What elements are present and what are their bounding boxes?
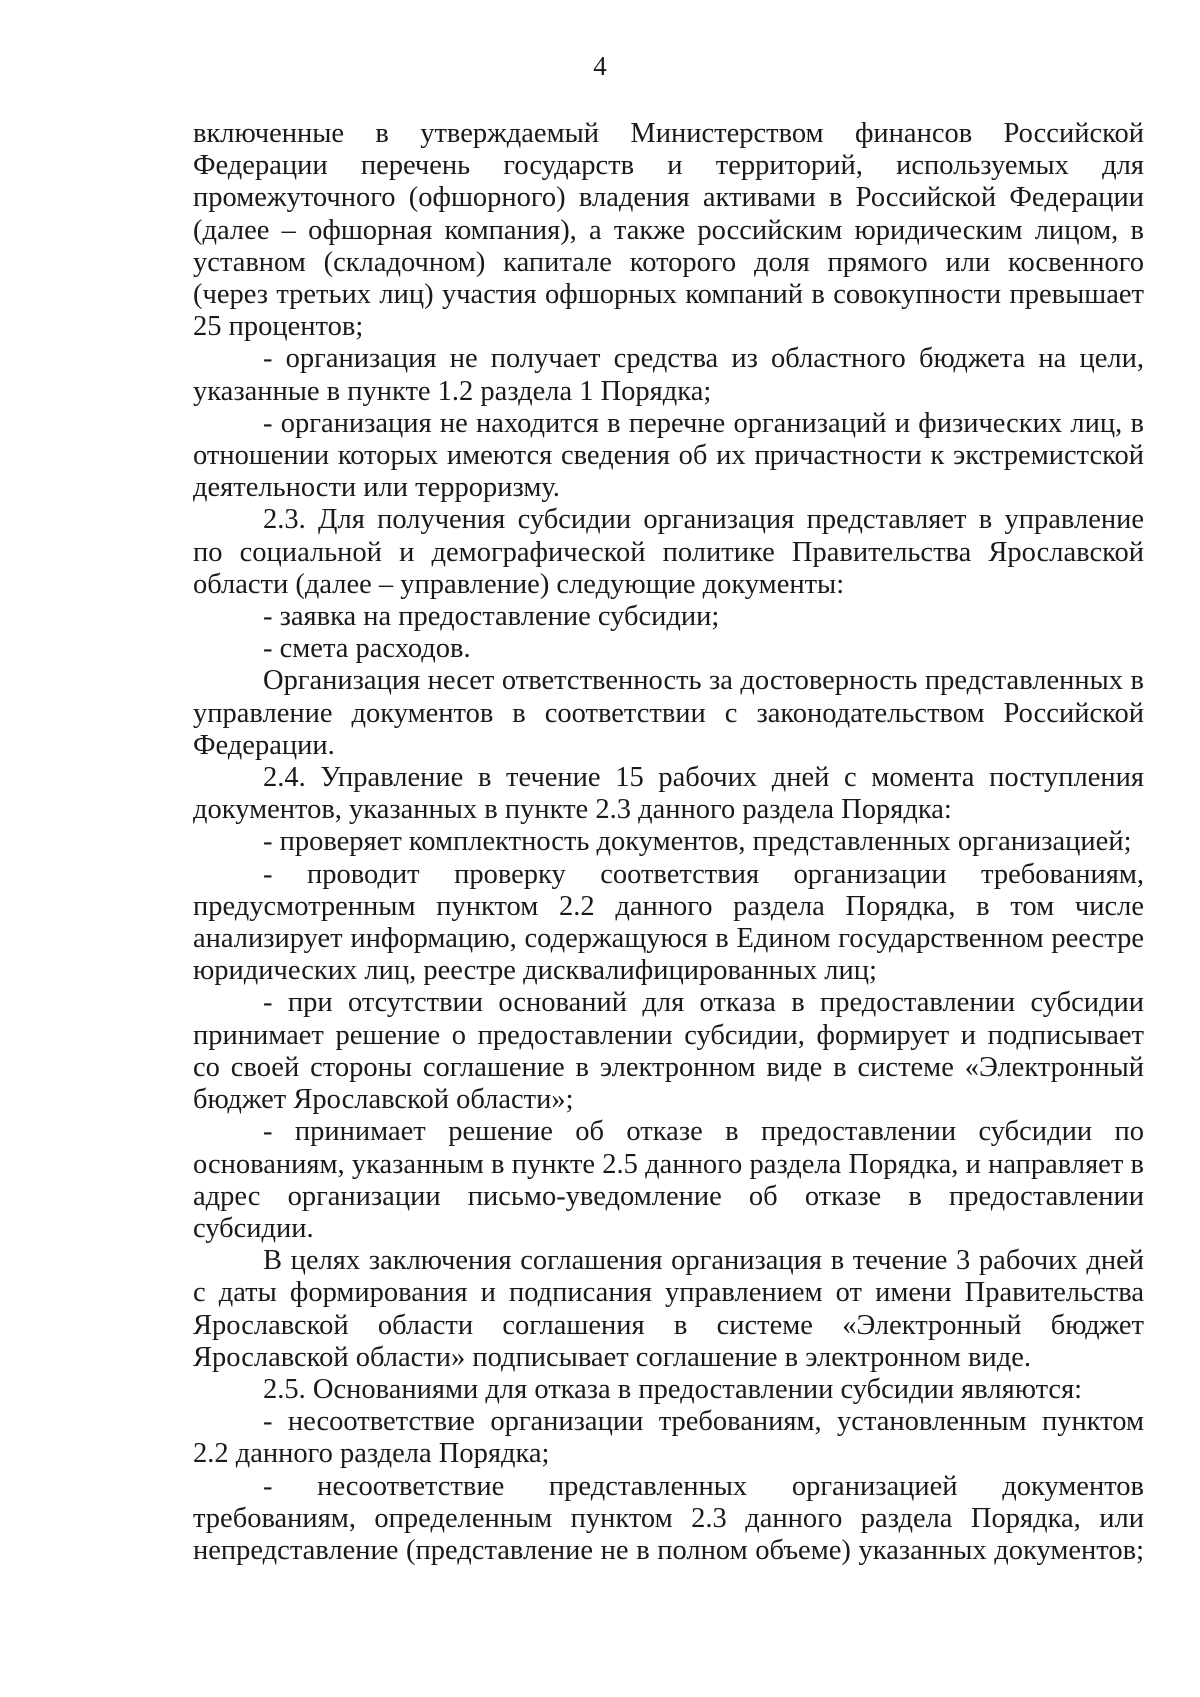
- paragraph-noncompliance-requirements: - несоответствие организации требованиям, установленным пунктом 2.2 данного раздела Порядка;: [193, 1406, 1144, 1470]
- paragraph-not-in-extremism-list: - организация не находится в перечне организаций и физических лиц, в отношении которых имеются сведения об их причастности к экстремистской деятельности или терроризму.: [193, 407, 1144, 504]
- paragraph-refusal-decision: - принимает решение об отказе в предоставлении субсидии по основаниям, указанным в пункте 2.5 данного раздела Порядка, и направляет в адрес организации письмо-уведомление об отказе в предоставлении субсидии.: [193, 1116, 1144, 1244]
- paragraph-noncompliance-documents: - несоответствие представленных организацией документов требованиям, определенным пунктом 2.3 данного раздела Порядка, или непредставление (представление не в полном объеме) указанных документов;: [193, 1470, 1144, 1566]
- paragraph-agreement-signing: В целях заключения соглашения организация в течение 3 рабочих дней с даты формирования и подписания управлением от имени Правительства Ярославской области соглашения в системе «Электронный бюджет Ярославской области» подписывает соглашение в электронном виде.: [193, 1245, 1144, 1373]
- paragraph-offshore-continuation: включенные в утверждаемый Министерством финансов Российской Федерации перечень государств и территорий, используемых для промежуточного (офшорного) владения активами в Российской Федерации (далее – офшорная компания), а также российским юридическим лицом, в уставном (складочном) капитале которого доля прямого или косвенного (через третьих лиц) участия офшорных компаний в совокупности превышает 25 процентов;: [193, 118, 1144, 343]
- document-body: [193, 118, 1144, 1567]
- paragraph-grant-decision: - при отсутствии оснований для отказа в предоставлении субсидии принимает решение о предоставлении субсидии, формирует и подписывает со своей стороны соглашение в электронном виде в системе «Электронный бюджет Ярославской области»;: [193, 987, 1144, 1116]
- paragraph-cost-estimate: - смета расходов.: [263, 633, 471, 665]
- paragraph-no-regional-budget-funds: - организация не получает средства из областного бюджета на цели, указанные в пункте 1.2 раздела 1 Порядка;: [193, 343, 1144, 407]
- paragraph-check-completeness: - проверяет комплектность документов, представленных организацией;: [263, 826, 1132, 858]
- paragraph-2-4-review: 2.4. Управление в течение 15 рабочих дней с момента поступления документов, указанных в пункте 2.3 данного раздела Порядка:: [193, 762, 1144, 826]
- page-number: 4: [593, 51, 607, 81]
- paragraph-2-5-refusal-grounds: 2.5. Основаниями для отказа в предоставлении субсидии являются:: [263, 1373, 1083, 1405]
- paragraph-subsidy-application: - заявка на предоставление субсидии;: [263, 601, 720, 633]
- paragraph-organization-responsibility: Организация несет ответственность за достоверность представленных в управление документов в соответствии с законодательством Российской Федерации.: [193, 665, 1144, 761]
- paragraph-2-3-documents: 2.3. Для получения субсидии организация представляет в управление по социальной и демографической политике Правительства Ярославской области (далее – управление) следующие документы:: [193, 504, 1144, 600]
- paragraph-check-compliance: - проводит проверку соответствия организации требованиям, предусмотренным пунктом 2.2 данного раздела Порядка, в том числе анализирует информацию, содержащуюся в Едином государственном реестре юридических лиц, реестре дисквалифицированных лиц;: [193, 858, 1144, 987]
